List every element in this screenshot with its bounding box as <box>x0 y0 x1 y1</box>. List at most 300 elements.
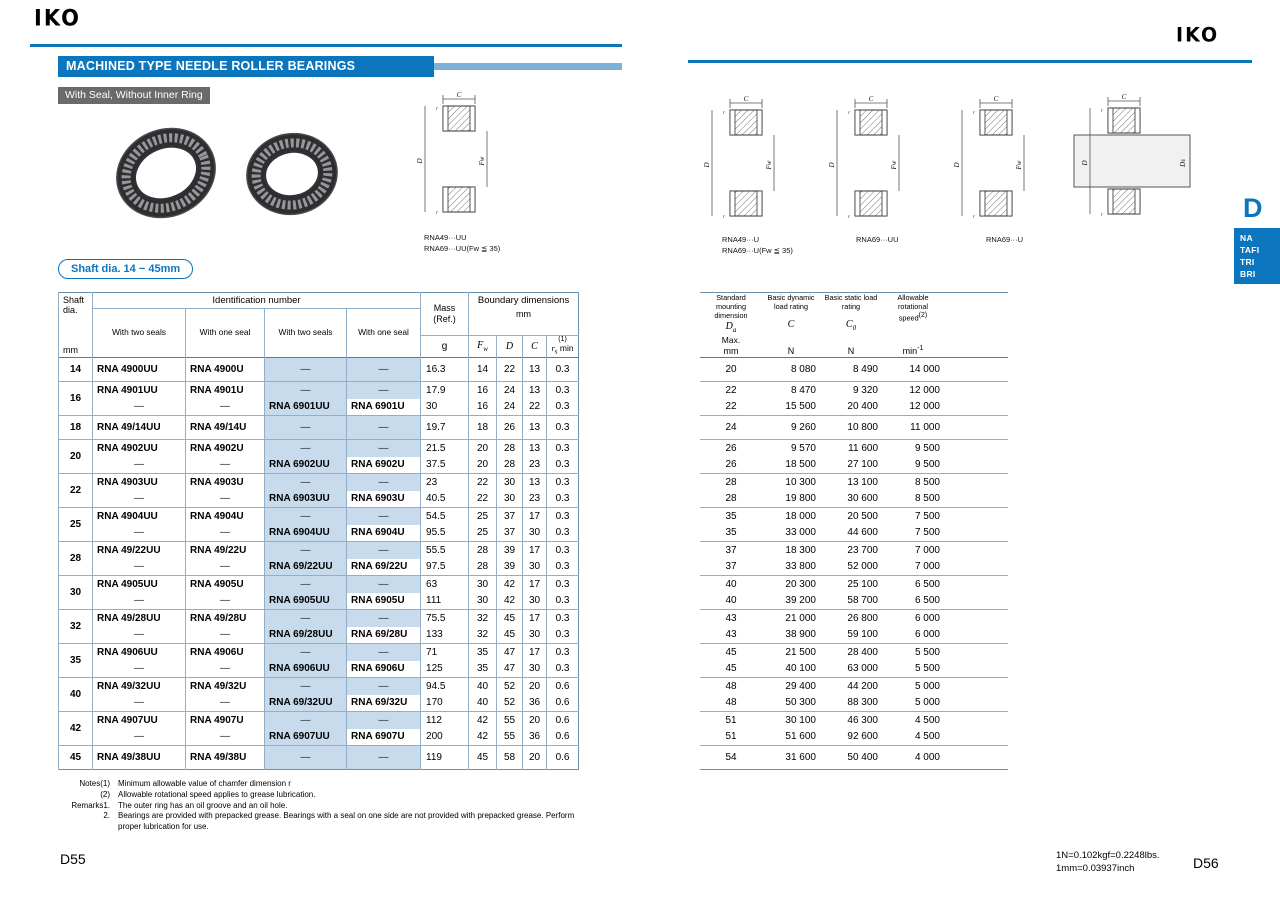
spec-cell: — <box>347 746 421 770</box>
spec-cell: 17 <box>523 644 547 661</box>
rating-cell <box>944 358 1008 382</box>
rating-cell: 5 000 <box>914 697 940 709</box>
svg-text:r: r <box>848 110 851 116</box>
spec-row <box>59 382 579 399</box>
spec-cell: RNA 6905UU <box>265 593 347 610</box>
spec-cell: 30 <box>523 627 547 644</box>
top-rule-right <box>688 60 1252 63</box>
spec-row <box>59 542 579 559</box>
spec-cell: 52 <box>497 678 523 695</box>
spec-cell: 18 <box>469 416 497 440</box>
speed-header: Allowable rotational speed$^{(2)}$ $\min^{-1}$ <box>897 293 929 356</box>
shaft-dia-cell: 16 <box>59 382 93 416</box>
static-load-header: Basic static load rating $C_0$ N <box>824 293 878 356</box>
iko-logo-right: IKO <box>1176 23 1220 47</box>
spec-row <box>59 457 579 474</box>
spec-cell: 55 <box>497 712 523 729</box>
spec-cell: RNA 4904U <box>186 508 265 525</box>
rating-cell: 4 500 <box>882 712 944 729</box>
rating-cell <box>944 644 1008 661</box>
rating-cell: 7 000 <box>914 561 940 573</box>
spec-cell: 0.6 <box>547 712 579 729</box>
spec-cell: — <box>265 746 347 770</box>
bearing-photo-2 <box>236 118 348 235</box>
spec-cell: 20 <box>469 440 497 457</box>
rating-row <box>700 644 1008 661</box>
spec-cell: — <box>186 593 265 610</box>
spec-cell: 35 <box>469 644 497 661</box>
spec-cell: 0.3 <box>547 440 579 457</box>
shaft-header-line1: Shaft <box>63 295 85 305</box>
svg-text:C: C <box>1121 93 1127 101</box>
rating-cell <box>944 416 1008 440</box>
rating-cell: 14 000 <box>882 358 944 382</box>
rating-cell: 48 <box>700 678 762 695</box>
rating-cell <box>944 695 1008 712</box>
caption-left <box>424 233 500 254</box>
dynamic-load-header: Basic dynamic load rating C N <box>767 293 815 356</box>
shaft-dia-cell: 30 <box>59 576 93 610</box>
spec-cell: 16 <box>469 399 497 416</box>
rating-cell <box>944 440 1008 457</box>
rating-cell: 6 000 <box>914 629 940 641</box>
spec-cell: RNA 49/22UU <box>93 542 186 559</box>
note-row: (2) Allowable rotational speed applies to grease lubrication. <box>100 789 316 799</box>
spec-row <box>59 525 579 542</box>
spec-cell: RNA 49/38U <box>186 746 265 770</box>
ratings-table <box>700 292 1008 770</box>
spec-cell: RNA 4907UU <box>93 712 186 729</box>
spec-cell: 112 <box>421 712 469 729</box>
unit-conversion: 1N=0.102kgf=0.2248lbs. 1mm=0.03937inch <box>1056 850 1160 875</box>
rating-cell: 43 <box>700 610 762 627</box>
spec-cell: 42 <box>469 729 497 746</box>
rating-cell: 9 320 <box>820 382 882 399</box>
shaft-dia-cell: 25 <box>59 508 93 542</box>
spec-cell: — <box>347 358 421 382</box>
rating-row <box>700 576 1008 593</box>
spec-cell: 58 <box>497 746 523 770</box>
spec-cell: 37 <box>497 525 523 542</box>
spec-cell: 45 <box>469 746 497 770</box>
rating-cell: 44 600 <box>847 527 878 539</box>
rating-cell <box>944 559 1008 576</box>
spec-cell: RNA 69/32UU <box>265 695 347 712</box>
rating-cell: 38 900 <box>785 629 816 641</box>
spec-cell: 0.3 <box>547 593 579 610</box>
spec-cell: 0.3 <box>547 627 579 644</box>
svg-text:C: C <box>456 91 462 99</box>
rating-cell: 20 500 <box>820 508 882 525</box>
tab-tri: TRI <box>1240 257 1255 267</box>
spec-cell: RNA 4907U <box>186 712 265 729</box>
spec-cell: 95.5 <box>421 525 469 542</box>
spec-cell: 16.3 <box>421 358 469 382</box>
spec-cell: — <box>186 559 265 576</box>
spec-cell: 28 <box>469 559 497 576</box>
svg-text:r: r <box>1101 108 1104 114</box>
spec-cell: 21.5 <box>421 440 469 457</box>
title-tail-bar <box>434 63 622 70</box>
spec-cell: 26 <box>497 416 523 440</box>
spec-cell: 20 <box>469 457 497 474</box>
rating-row <box>700 729 1008 746</box>
rating-cell <box>944 712 1008 729</box>
spec-cell: 0.3 <box>547 661 579 678</box>
rating-cell: 7 500 <box>882 508 944 525</box>
spec-cell: 16 <box>469 382 497 399</box>
spec-cell: RNA 6901UU <box>265 399 347 416</box>
rating-cell: 30 100 <box>762 712 820 729</box>
seal-header-1: With two seals <box>93 309 186 358</box>
rating-cell: 20 <box>700 358 762 382</box>
shaft-dia-cell: 32 <box>59 610 93 644</box>
page-number-left: D55 <box>60 851 86 867</box>
spec-cell: 36 <box>523 695 547 712</box>
shaft-dia-cell: 14 <box>59 358 93 382</box>
spec-cell: 22 <box>497 358 523 382</box>
spec-cell: 23 <box>523 491 547 508</box>
rating-cell: 9 500 <box>882 440 944 457</box>
spec-cell: 0.3 <box>547 542 579 559</box>
spec-cell: 0.3 <box>547 474 579 491</box>
spec-cell: 13 <box>523 416 547 440</box>
spec-cell: 20 <box>523 678 547 695</box>
spec-cell: — <box>347 542 421 559</box>
rating-cell: 45 <box>725 663 737 675</box>
svg-text:C: C <box>868 95 874 103</box>
rating-row <box>700 525 1008 542</box>
spec-cell: 0.6 <box>547 678 579 695</box>
spec-cell: 200 <box>421 729 469 746</box>
spec-cell: 0.6 <box>547 746 579 770</box>
rating-cell: 12 000 <box>882 382 944 399</box>
rating-cell: 63 000 <box>847 663 878 675</box>
rating-cell: 6 000 <box>882 610 944 627</box>
rating-cell: 8 470 <box>762 382 820 399</box>
spec-cell: 52 <box>497 695 523 712</box>
rating-cell: 51 600 <box>785 731 816 743</box>
spec-cell: RNA 69/22U <box>347 559 421 576</box>
spec-cell: RNA 49/14U <box>186 416 265 440</box>
spec-cell: 39 <box>497 559 523 576</box>
cross-section-right-3 <box>950 94 1042 239</box>
spec-cell: 40.5 <box>421 491 469 508</box>
rating-cell: 35 <box>700 508 762 525</box>
spec-row <box>59 627 579 644</box>
page-subtitle: With Seal, Without Inner Ring <box>58 87 210 104</box>
rating-cell <box>944 399 1008 416</box>
rating-cell: 28 400 <box>820 644 882 661</box>
spec-row <box>59 610 579 627</box>
spec-cell: 0.3 <box>547 644 579 661</box>
rating-row <box>700 474 1008 491</box>
svg-text:r: r <box>436 106 439 112</box>
spec-cell: — <box>347 712 421 729</box>
spec-cell: 28 <box>497 457 523 474</box>
spec-row <box>59 440 579 457</box>
rating-row <box>700 678 1008 695</box>
rating-cell <box>944 491 1008 508</box>
shaft-dia-cell: 40 <box>59 678 93 712</box>
shaft-dia-header <box>59 293 93 358</box>
rating-cell <box>944 593 1008 610</box>
spec-cell: 30 <box>523 593 547 610</box>
spec-cell: 17 <box>523 576 547 593</box>
rating-cell: 21 000 <box>762 610 820 627</box>
spec-cell: 32 <box>469 610 497 627</box>
rating-cell: 23 700 <box>820 542 882 559</box>
spec-cell: RNA 49/32UU <box>93 678 186 695</box>
spec-cell: RNA 49/28U <box>186 610 265 627</box>
svg-text:r: r <box>973 110 976 116</box>
spec-cell: — <box>93 457 186 474</box>
spec-cell: — <box>186 695 265 712</box>
rating-row <box>700 457 1008 474</box>
spec-cell: 45 <box>497 610 523 627</box>
spec-cell: RNA 69/28UU <box>265 627 347 644</box>
spec-cell: — <box>265 508 347 525</box>
spec-cell: — <box>347 474 421 491</box>
spec-cell: 0.3 <box>547 491 579 508</box>
spec-cell: 30 <box>497 491 523 508</box>
spec-cell: — <box>186 457 265 474</box>
spec-cell: 42 <box>497 593 523 610</box>
rating-cell: 45 <box>700 644 762 661</box>
spec-cell: RNA 49/38UU <box>93 746 186 770</box>
spec-cell: — <box>93 627 186 644</box>
spec-row <box>59 508 579 525</box>
spec-cell: 23 <box>421 474 469 491</box>
spec-cell: RNA 4905U <box>186 576 265 593</box>
spec-cell: 35 <box>469 661 497 678</box>
spec-cell: 111 <box>421 593 469 610</box>
shaft-dia-cell: 20 <box>59 440 93 474</box>
spec-cell: 30 <box>469 576 497 593</box>
col-rs-min: (1) $r_s$ min <box>547 336 579 358</box>
svg-text:D: D <box>416 158 424 164</box>
spec-cell: 13 <box>523 358 547 382</box>
spec-cell: 37 <box>497 508 523 525</box>
caption-right-1: RNA49···U RNA69···U(Fw ≦ 35) <box>722 235 793 255</box>
rating-cell: 43 <box>725 629 737 641</box>
rating-cell: 37 <box>700 542 762 559</box>
shaft-range-box <box>58 259 193 279</box>
page-number-right: D56 <box>1193 855 1219 871</box>
col-c: C <box>523 336 547 358</box>
spec-cell: 54.5 <box>421 508 469 525</box>
rating-cell: 22 <box>725 401 737 413</box>
rating-cell: 26 800 <box>820 610 882 627</box>
col-fw: $F_w$ <box>469 336 497 358</box>
spec-cell: — <box>347 576 421 593</box>
spec-cell: RNA 6902UU <box>265 457 347 474</box>
spec-cell: 13 <box>523 440 547 457</box>
spec-cell: — <box>265 358 347 382</box>
da-header: Standard mounting dimension $D_a$ Max. mm <box>714 293 748 356</box>
seal-header-2: With one seal <box>186 309 265 358</box>
rating-cell: 35 <box>725 527 737 539</box>
rating-cell: 39 200 <box>785 595 816 607</box>
spec-cell: 0.3 <box>547 559 579 576</box>
spec-cell: — <box>347 644 421 661</box>
rating-cell <box>944 610 1008 627</box>
spec-cell: 45 <box>497 627 523 644</box>
notes <box>60 779 584 833</box>
spec-cell: — <box>186 729 265 746</box>
spec-cell: — <box>93 525 186 542</box>
spec-cell: 125 <box>421 661 469 678</box>
spec-cell: — <box>93 399 186 416</box>
spec-cell: — <box>347 610 421 627</box>
spec-cell: 32 <box>469 627 497 644</box>
rating-cell: 40 <box>725 595 737 607</box>
spec-cell: 63 <box>421 576 469 593</box>
spec-cell: 25 <box>469 508 497 525</box>
rating-cell: 58 700 <box>847 595 878 607</box>
shaft-dia-cell: 45 <box>59 746 93 770</box>
spec-cell: 30 <box>523 525 547 542</box>
spec-table-body <box>59 358 579 770</box>
spec-cell: 36 <box>523 729 547 746</box>
spec-cell: 0.3 <box>547 382 579 399</box>
rating-cell: 19 800 <box>785 493 816 505</box>
spec-cell: RNA 6906UU <box>265 661 347 678</box>
spec-row <box>59 576 579 593</box>
spacer-column <box>944 293 1008 358</box>
rating-cell: 6 500 <box>882 576 944 593</box>
rating-cell: 52 000 <box>847 561 878 573</box>
shaft-header-line2: dia. <box>63 305 78 316</box>
rating-cell: 40 100 <box>785 663 816 675</box>
spec-cell: — <box>93 559 186 576</box>
rating-cell: 88 300 <box>847 697 878 709</box>
spec-row <box>59 644 579 661</box>
spec-cell: 47 <box>497 644 523 661</box>
rating-cell: 46 300 <box>820 712 882 729</box>
spec-cell: 20 <box>523 746 547 770</box>
spec-cell: 0.3 <box>547 416 579 440</box>
spec-cell: 17.9 <box>421 382 469 399</box>
spec-cell: RNA 6905U <box>347 593 421 610</box>
spec-cell: RNA 4900U <box>186 358 265 382</box>
spec-cell: — <box>265 678 347 695</box>
svg-text:r: r <box>723 214 726 220</box>
tab-bri: BRI <box>1240 269 1256 279</box>
rating-row <box>700 695 1008 712</box>
spec-cell: 55.5 <box>421 542 469 559</box>
rating-cell <box>944 382 1008 399</box>
spec-cell: 19.7 <box>421 416 469 440</box>
spec-row <box>59 678 579 695</box>
spec-cell: RNA 4902U <box>186 440 265 457</box>
spec-cell: — <box>265 542 347 559</box>
spec-cell: 42 <box>497 576 523 593</box>
spec-cell: 0.6 <box>547 729 579 746</box>
spec-cell: RNA 49/22U <box>186 542 265 559</box>
mass-unit: g <box>421 336 469 358</box>
spec-cell: 14 <box>469 358 497 382</box>
spec-cell: RNA 4903UU <box>93 474 186 491</box>
cross-section-right-4 <box>1072 92 1192 237</box>
ratings-table-header <box>700 293 1008 358</box>
page-title: MACHINED TYPE NEEDLE ROLLER BEARINGS <box>58 56 434 77</box>
rating-cell: 18 000 <box>762 508 820 525</box>
spec-cell: 28 <box>497 440 523 457</box>
spec-row <box>59 399 579 416</box>
rating-cell: 8 490 <box>820 358 882 382</box>
spec-cell: 75.5 <box>421 610 469 627</box>
spec-cell: — <box>265 644 347 661</box>
rating-row <box>700 559 1008 576</box>
spec-row <box>59 712 579 729</box>
cross-section-right-1 <box>700 94 792 239</box>
spec-cell: 97.5 <box>421 559 469 576</box>
spec-row <box>59 474 579 491</box>
spec-cell: — <box>265 474 347 491</box>
spec-row <box>59 593 579 610</box>
spec-cell: — <box>347 678 421 695</box>
rating-cell: 26 <box>700 440 762 457</box>
rating-row <box>700 593 1008 610</box>
rating-cell: 10 800 <box>820 416 882 440</box>
spec-cell: 119 <box>421 746 469 770</box>
rating-cell: 11 600 <box>820 440 882 457</box>
shaft-dia-cell: 18 <box>59 416 93 440</box>
rating-cell: 4 500 <box>914 731 940 743</box>
spec-cell: 17 <box>523 542 547 559</box>
rating-cell: 18 300 <box>762 542 820 559</box>
rating-cell: 20 400 <box>847 401 878 413</box>
svg-text:D: D <box>703 162 711 168</box>
spec-row <box>59 695 579 712</box>
rating-cell <box>944 746 1008 770</box>
spec-cell: RNA 69/28U <box>347 627 421 644</box>
rating-cell: 24 <box>700 416 762 440</box>
rating-cell: 6 500 <box>914 595 940 607</box>
svg-text:Fw: Fw <box>478 156 486 166</box>
spec-cell: 47 <box>497 661 523 678</box>
spec-cell: 30 <box>523 559 547 576</box>
shaft-dia-cell: 35 <box>59 644 93 678</box>
note-row: 2. Bearings are provided with prepacked grease. Bearings with a seal on one side are not provided with prepacked grease. Perform proper lubrication for use. <box>103 811 575 832</box>
rating-cell: 44 200 <box>820 678 882 695</box>
spec-cell: 94.5 <box>421 678 469 695</box>
spec-cell: 170 <box>421 695 469 712</box>
spec-cell: — <box>265 712 347 729</box>
spec-row <box>59 416 579 440</box>
spec-cell: 24 <box>497 399 523 416</box>
caption-right-3: RNA69···U <box>986 235 1024 244</box>
spec-cell: — <box>265 576 347 593</box>
spec-cell: — <box>93 491 186 508</box>
rating-row <box>700 712 1008 729</box>
rating-cell: 54 <box>700 746 762 770</box>
boundary-dimensions-header: Boundary dimensions <box>469 293 579 309</box>
rating-cell: 40 <box>700 576 762 593</box>
spec-cell: RNA 4906UU <box>93 644 186 661</box>
mass-header: Mass (Ref.) <box>421 293 469 336</box>
spec-cell: — <box>93 593 186 610</box>
seal-header-4: With one seal <box>347 309 421 358</box>
caption-right-2: RNA69···UU <box>856 235 899 244</box>
spec-cell: RNA 49/28UU <box>93 610 186 627</box>
svg-text:D: D <box>1081 160 1089 166</box>
spec-row <box>59 746 579 770</box>
spec-cell: RNA 4902UU <box>93 440 186 457</box>
spec-cell: RNA 6904U <box>347 525 421 542</box>
rating-cell: 7 000 <box>882 542 944 559</box>
